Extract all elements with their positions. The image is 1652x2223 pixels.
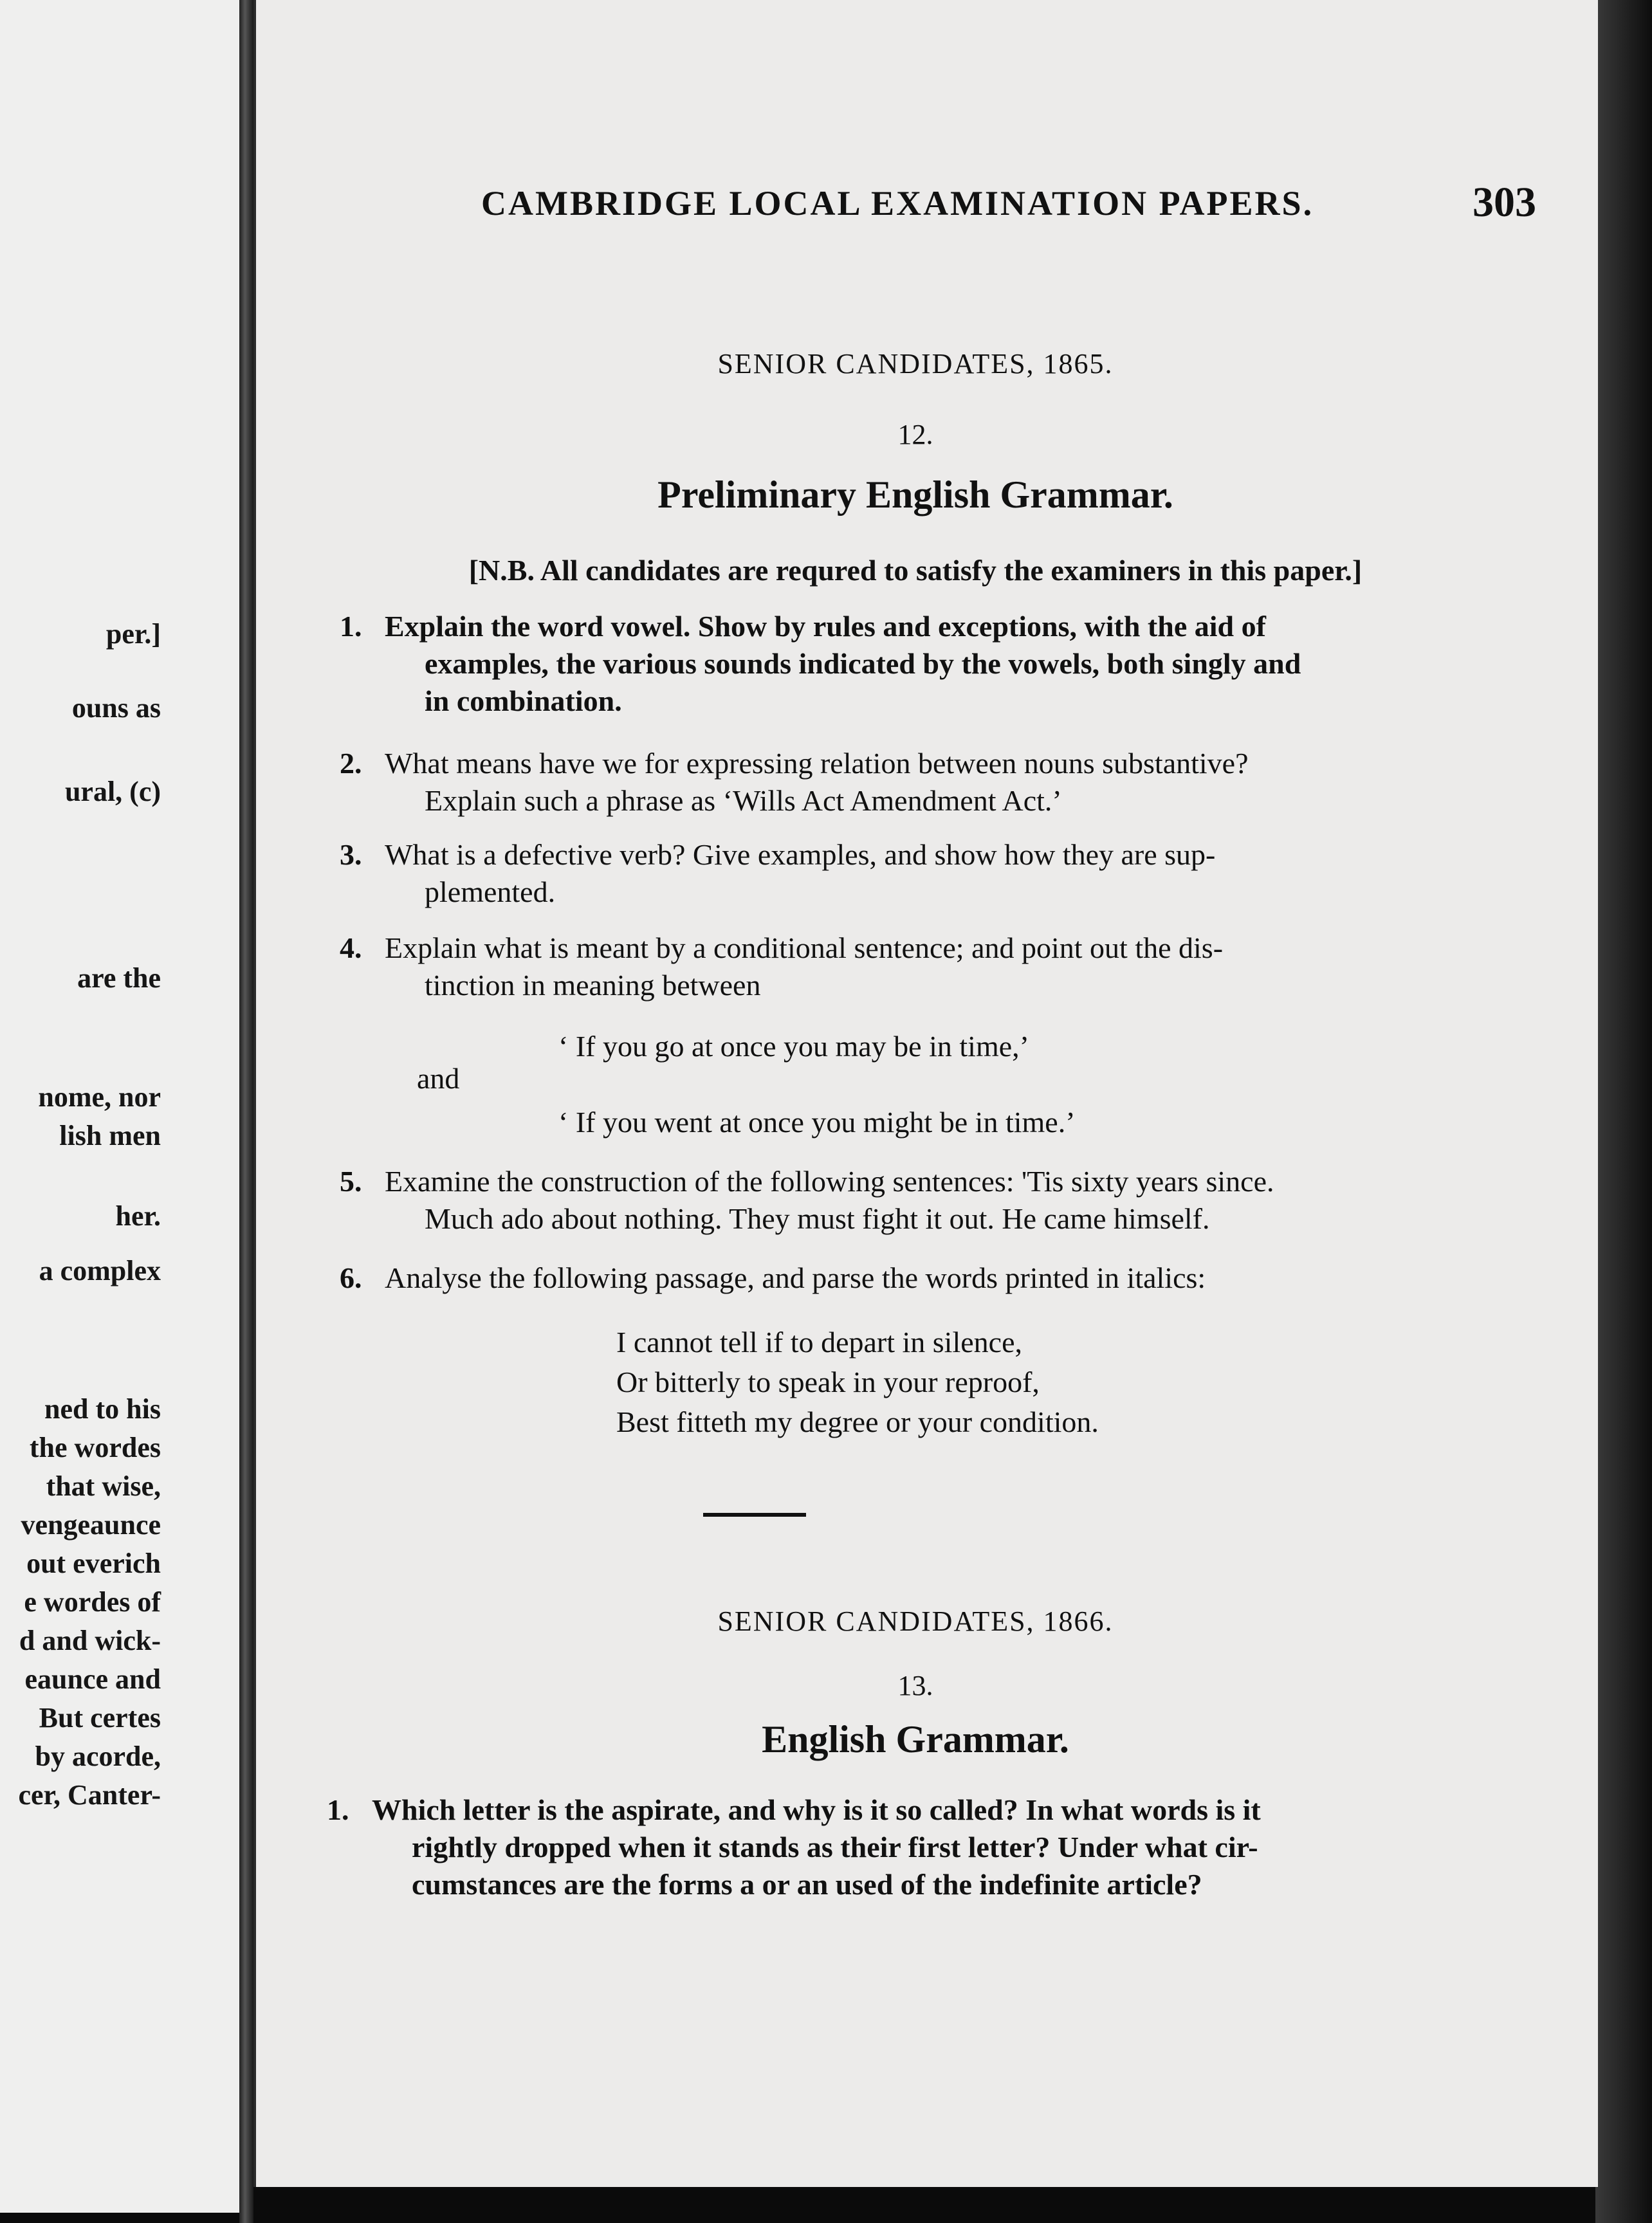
question-12-2: 2. What means have we for expressing relation between nouns substantive? Explain such a phrase as ‘Wills Act Amendment Act.’ <box>340 747 1249 817</box>
verse-line-3: Best fitteth my degree or your condition. <box>616 1405 1099 1438</box>
left-page-line: per.] <box>106 618 161 650</box>
question-12-5: 5. Examine the construction of the following sentences: 'Tis sixty years since. Much ado about nothing. They must fight it out. He came himself. <box>340 1165 1274 1235</box>
left-page-line: a complex <box>39 1255 161 1286</box>
verse-line-1: I cannot tell if to depart in silence, <box>616 1326 1022 1358</box>
question-12-1: 1. Explain the word vowel. Show by rules and exceptions, with the aid of examples, the various sounds indicated by the vowels, both singly and in combination. <box>340 610 1301 717</box>
book-gutter <box>239 0 253 2223</box>
left-page-line: e wordes of <box>24 1586 161 1618</box>
left-page-line: eaunce and <box>24 1663 161 1695</box>
question-12-3: 3. What is a defective verb? Give examples, and show how they are sup- plemented. <box>340 838 1216 908</box>
left-page-line: out everich <box>26 1548 161 1579</box>
paper-number-13: 13. <box>897 1670 933 1701</box>
left-page-line: are the <box>77 962 161 994</box>
section-divider <box>703 1513 806 1517</box>
left-page-line: by acorde, <box>35 1741 161 1772</box>
left-page-line: cer, Canter- <box>18 1779 161 1811</box>
left-page-line: ouns as <box>71 692 161 724</box>
left-page-line: the wordes <box>29 1432 161 1463</box>
question-12-6: 6. Analyse the following passage, and parse the words printed in italics: <box>340 1261 1206 1294</box>
left-page-line: her. <box>115 1200 161 1232</box>
left-page-line: vengeaunce <box>21 1509 161 1541</box>
left-page <box>0 0 243 2213</box>
page-number: 303 <box>1473 179 1536 226</box>
q4-and: and <box>417 1062 460 1095</box>
section-heading-1865: SENIOR CANDIDATES, 1865. <box>717 348 1114 380</box>
left-page-line: that wise, <box>46 1470 161 1502</box>
verse-line-2: Or bitterly to speak in your reproof, <box>616 1366 1040 1398</box>
paper-note: [N.B. All candidates are requred to satisfy the examiners in this paper.] <box>468 554 1363 587</box>
q4-quote-1: ‘ If you go at once you may be in time,’ <box>558 1030 1029 1063</box>
left-page-line: ural, (c) <box>64 776 161 807</box>
paper-title-13: English Grammar. <box>762 1718 1069 1761</box>
right-page <box>253 0 1598 2187</box>
running-header <box>481 179 1536 226</box>
section-heading-1866: SENIOR CANDIDATES, 1866. <box>717 1606 1114 1637</box>
question-12-4: 4. Explain what is meant by a conditional sentence; and point out the dis- tinction in meaning between <box>340 931 1224 1002</box>
paper-title-12: Preliminary English Grammar. <box>657 473 1173 516</box>
left-page-line: ned to his <box>44 1393 161 1425</box>
left-page-line: d and wick- <box>19 1625 161 1656</box>
page-edge <box>1595 0 1652 2223</box>
running-title: CAMBRIDGE LOCAL EXAMINATION PAPERS. <box>481 184 1314 223</box>
paper-number-12: 12. <box>897 419 933 450</box>
q4-quote-2: ‘ If you went at once you might be in time.’ <box>558 1106 1076 1139</box>
question-13-1: 1. Which letter is the aspirate, and why is it so called? In what words is it rightly dropped when it stands as their first letter? Under what cir- cumstances are the forms a or an used of the indefinite article? <box>327 1793 1261 1901</box>
left-page-line: nome, nor <box>38 1081 161 1113</box>
left-page-line: lish men <box>59 1120 161 1151</box>
left-page-line: But certes <box>39 1702 161 1734</box>
